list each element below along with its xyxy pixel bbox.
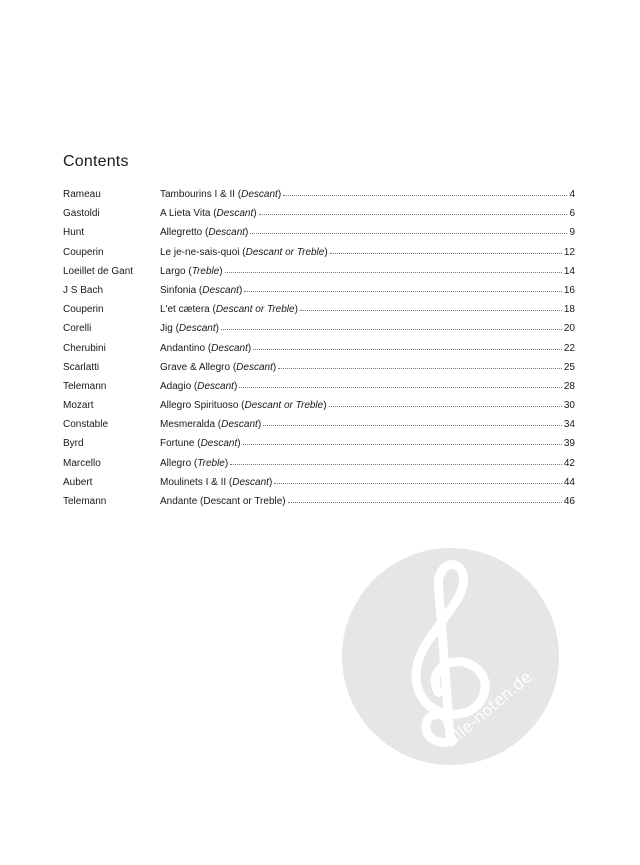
toc-entry [160,358,575,377]
treble-clef-watermark-icon [341,547,560,766]
watermark-text: alle-noten.de [442,667,536,750]
piece-name: A Lieta Vita [160,208,211,220]
piece-title: Tambourins I & II (Descant) [160,189,282,200]
composer-name: Constable [63,419,109,431]
dot-leader [330,242,562,254]
toc-entry [160,281,575,300]
composer-name: Telemann [63,380,107,392]
instrument-part: Descant [202,284,239,296]
instrument-part: Descant or Treble [215,304,295,316]
instrument-part: Treble [197,457,225,469]
table-of-contents [63,185,575,511]
page-number: 42 [563,457,575,469]
piece-name: Le je-ne-sais-quoi [160,246,240,258]
page-title: Contents [63,153,129,170]
page-number: 20 [563,323,575,335]
instrument-part: Descant [216,208,254,220]
dot-leader [274,472,562,484]
piece-name: Allegro Spirituoso [160,400,239,412]
composer-name: J S Bach [63,284,104,296]
dot-leader [244,280,562,292]
instrument-part: Descant or Treble [244,400,324,412]
toc-entry [160,243,575,262]
toc-row[interactable] [63,204,575,223]
page-number: 25 [563,361,575,373]
page-number: 46 [563,496,575,507]
composer-name: Corelli [63,323,92,335]
toc-row[interactable] [63,185,575,204]
composer-name: Telemann [63,496,107,507]
piece-name: Andante (Descant or Treble) [160,496,286,507]
piece-name: Fortune [160,438,195,450]
piece-title: Allegro (Treble) [160,457,229,469]
piece-title: Jig (Descant) [160,323,219,335]
piece-name: Moulinets I & II [160,476,227,488]
page-number: 39 [563,438,575,450]
piece-title: Allegretto (Descant) [160,227,249,239]
toc-entry [160,319,575,338]
toc-entry [160,223,575,242]
instrument-part: Descant [200,438,238,450]
dot-leader [288,491,562,503]
instrument-part: Descant or Treble [245,246,325,258]
page-number: 14 [563,265,575,277]
piece-name: Tambourins I & II [160,189,236,200]
instrument-part: Descant [178,323,216,335]
piece-title [160,492,286,511]
piece-title: Grave & Allegro (Descant) [160,361,277,373]
composer-name: Byrd [63,438,84,450]
piece-title: Sinfonia (Descant) [160,284,243,296]
composer-name: Rameau [63,189,101,200]
toc-row[interactable] [63,396,575,415]
piece-name: L'et cætera [160,304,210,316]
dot-leader [259,203,568,215]
piece-title: L'et cætera (Descant or Treble) [160,304,298,316]
composer-name: Aubert [63,476,93,488]
piece-name: Allegro [160,457,192,469]
dot-leader [278,357,562,369]
toc-entry [160,185,575,204]
toc-entry [160,262,575,281]
piece-name: Grave & Allegro [160,361,231,373]
toc-row[interactable] [63,358,575,377]
toc-row[interactable] [63,243,575,262]
piece-title: Fortune (Descant) [160,438,241,450]
toc-row[interactable] [63,415,575,434]
instrument-part: Descant [211,342,248,354]
toc-entry [160,434,575,453]
dot-leader [239,376,562,388]
piece-name: Jig [160,323,173,335]
dot-leader [263,414,562,426]
page-number: 18 [563,304,575,316]
piece-title: Adagio (Descant) [160,380,238,392]
toc-entry [160,339,575,358]
piece-title: Andantino (Descant) [160,342,252,354]
toc-row[interactable] [63,377,575,396]
composer-name: Loeillet de Gant [63,265,134,277]
dot-leader [300,299,562,311]
piece-title: Mesmeralda (Descant) [160,419,262,431]
page-number: 34 [563,419,575,431]
page-number: 22 [563,342,575,354]
composer-name: Scarlatti [63,361,100,373]
toc-row[interactable] [63,262,575,281]
page-number: 4 [569,189,575,200]
instrument-part: Descant [221,419,258,431]
page-number: 30 [563,400,575,412]
piece-title: A Lieta Vita (Descant) [160,208,257,220]
toc-row[interactable] [63,492,575,511]
piece-name: Andantino [160,342,206,354]
instrument-part: Descant [208,227,246,239]
composer-name: Marcello [63,457,101,469]
dot-leader [243,433,562,445]
toc-entry [160,377,575,396]
instrument-part: Descant [241,189,278,200]
piece-title: Moulinets I & II (Descant) [160,476,273,488]
toc-entry [160,204,575,223]
toc-row[interactable] [63,454,575,473]
dot-leader [283,184,567,196]
instrument-part: Treble [191,265,220,277]
toc-row[interactable] [63,473,575,492]
page-number: 28 [563,380,575,392]
dot-leader [225,261,562,273]
composer-name: Cherubini [63,342,106,354]
composer-name: Couperin [63,304,104,316]
dot-leader [250,222,567,234]
toc-row[interactable] [63,223,575,242]
page-number: 16 [563,284,575,296]
dot-leader [253,338,562,350]
page-number: 12 [563,246,575,258]
composer-name: Couperin [63,246,104,258]
toc-row[interactable] [63,339,575,358]
instrument-part: Descant [236,361,273,373]
piece-title: Le je-ne-sais-quoi (Descant or Treble) [160,246,328,258]
piece-title: Largo (Treble) [160,265,223,277]
piece-name: Sinfonia [160,284,197,296]
composer-name: Mozart [63,400,94,412]
piece-name: Adagio [160,380,192,392]
piece-name: Largo [160,265,186,277]
dot-leader [230,453,562,465]
piece-name: Allegretto [160,227,203,239]
instrument-part: Descant [197,380,234,392]
piece-name: Mesmeralda [160,419,216,431]
toc-entry [160,454,575,473]
composer-name: Hunt [63,227,85,239]
toc-entry [160,473,575,492]
toc-row[interactable] [63,319,575,338]
page-number: 44 [563,476,575,488]
composer-name: Gastoldi [63,208,100,220]
toc-entry [160,300,575,319]
toc-entry [160,415,575,434]
toc-row[interactable] [63,281,575,300]
piece-title: Allegro Spirituoso (Descant or Treble) [160,400,327,412]
toc-row[interactable] [63,300,575,319]
toc-entry [160,492,575,511]
instrument-part: Descant [232,476,269,488]
page-number: 9 [569,227,575,239]
page-number: 6 [569,208,575,220]
toc-entry [160,396,575,415]
dot-leader [221,318,562,330]
toc-row[interactable] [63,434,575,453]
dot-leader [329,395,562,407]
